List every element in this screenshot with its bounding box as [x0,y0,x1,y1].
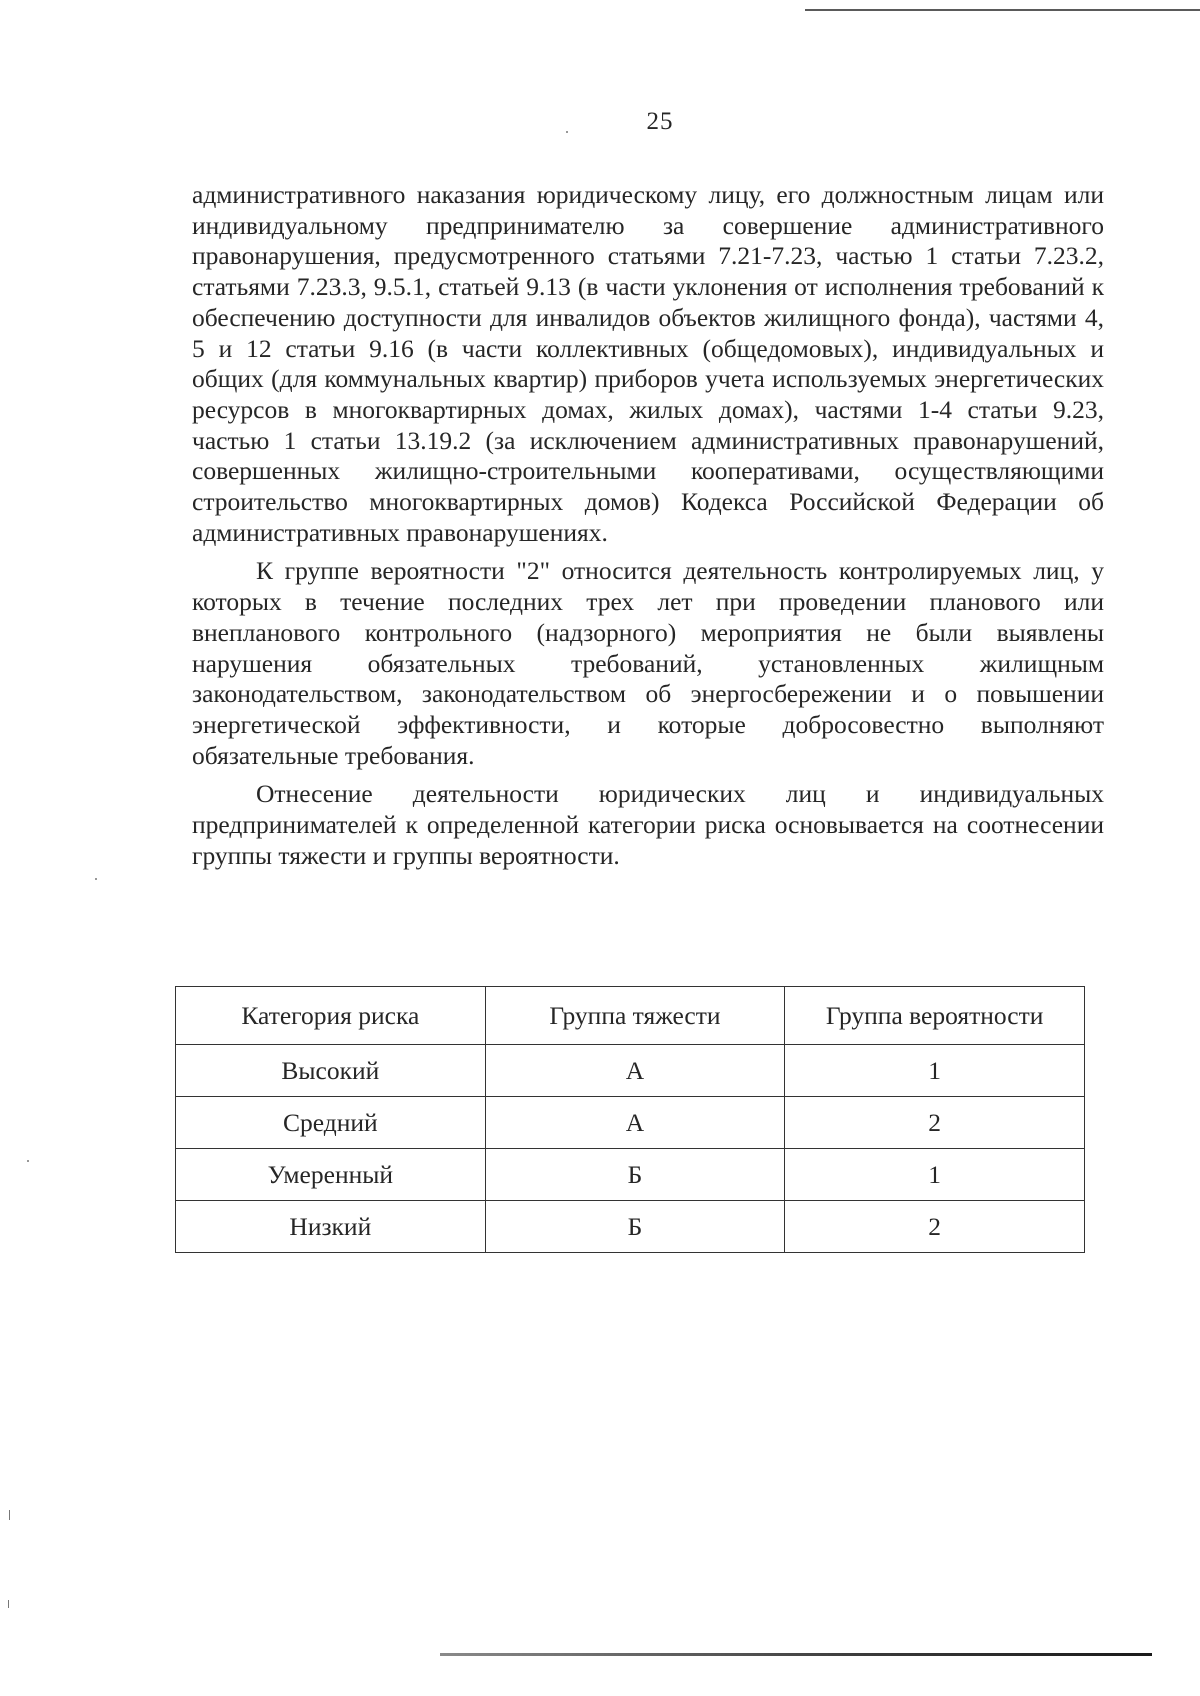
header-risk-category: Категория риска [176,987,486,1045]
paragraph-probability-group: К группе вероятности "2" относится деятельность контролируемых лиц, у которых в течение последних трех лет при проведении планового или внепланового контрольного (надзорного) мероприятия не были выявлены нарушения обязательных требований, установленных жилищным законодательством, законодательством об энергосбережении и о повышении энергетической эффективности, и которые добросовестно выполняют обязательные требования. [192,556,1104,770]
scan-edge-line-bottom [440,1653,1152,1656]
risk-category-table [175,986,1085,1253]
table-row [176,1201,1085,1253]
table-row [176,1097,1085,1149]
cell-risk-category: Низкий [176,1201,486,1253]
scan-speck [27,1160,29,1162]
header-probability-group: Группа вероятности [785,987,1085,1045]
scan-speck [95,878,97,880]
cell-risk-category: Высокий [176,1045,486,1097]
scan-edge-line-top [805,9,1200,11]
cell-probability-group: 2 [785,1201,1085,1253]
cell-severity-group: Б [485,1149,785,1201]
header-severity-group: Группа тяжести [485,987,785,1045]
cell-severity-group: А [485,1045,785,1097]
table-header-row [176,987,1085,1045]
page-number: 25 [646,108,674,135]
cell-probability-group: 1 [785,1045,1085,1097]
cell-probability-group: 1 [785,1149,1085,1201]
paragraph-continuation: административного наказания юридическому лицу, его должностным лицам или индивидуальному предпринимателю за совершение административного правонарушения, предусмотренного статьями 7.21-7.23, частью 1 статьи 7.23.2, статьями 7.23.3, 9.5.1, статьей 9.13 (в части уклонения от исполнения требований к обеспечению доступности для инвалидов объектов жилищного фонда), частями 4, 5 и 12 статьи 9.16 (в части коллективных (общедомовых), индивидуальных и общих (для коммунальных квартир) приборов учета используемых энергетических ресурсов в многоквартирных домах, жилых домах), частями 1-4 статьи 9.23, частью 1 статьи 13.19.2 (за исключением административных правонарушений, совершенных жилищно-строительными кооперативами, осуществляющими строительство многоквартирных домов) Кодекса Российской Федерации об административных правонарушениях. [192,180,1104,547]
table-row [176,1149,1085,1201]
paragraph-risk-category: Отнесение деятельности юридических лиц и индивидуальных предпринимателей к определенной категории риска основывается на соотнесении группы тяжести и группы вероятности. [192,779,1104,870]
cell-probability-group: 2 [785,1097,1085,1149]
cell-severity-group: Б [485,1201,785,1253]
cell-risk-category: Средний [176,1097,486,1149]
scan-speck [8,1600,9,1608]
table-row [176,1045,1085,1097]
body-text [192,180,1104,871]
cell-severity-group: А [485,1097,785,1149]
scan-speck [9,1510,10,1520]
cell-risk-category: Умеренный [176,1149,486,1201]
